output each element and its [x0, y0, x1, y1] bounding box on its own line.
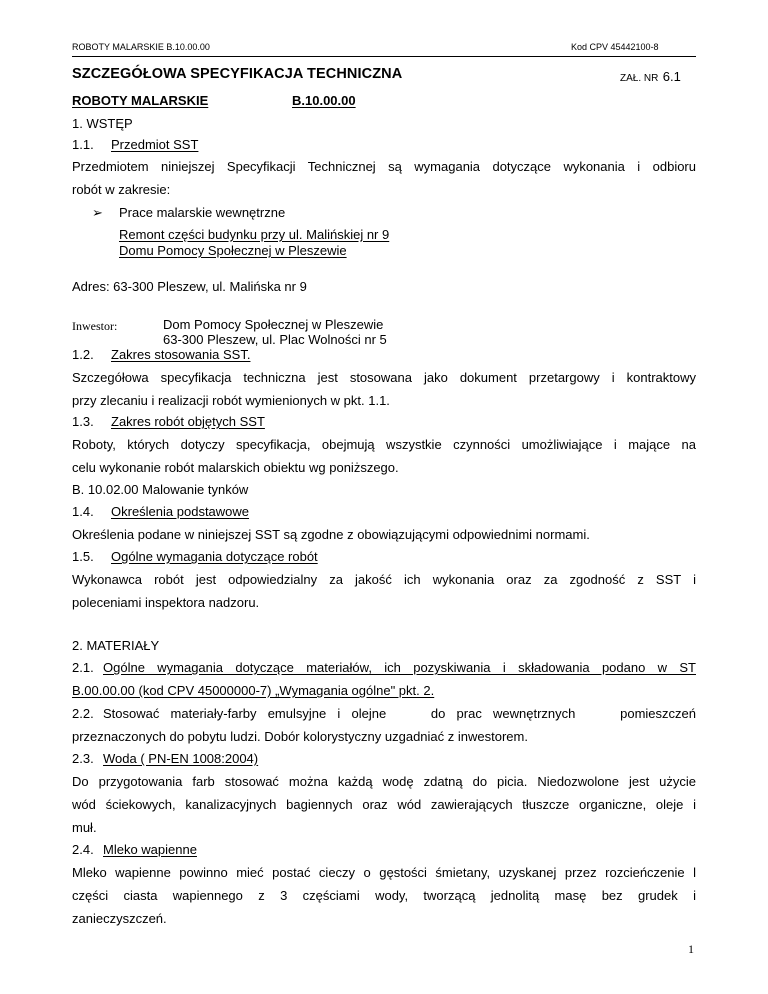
p11-bullet: Prace malarskie wewnętrzne — [119, 205, 286, 220]
p12-line2: przy zlecaniu i realizacji robót wymienionych w pkt. 1.1. — [72, 393, 390, 408]
p11-line2: robót w zakresie: — [72, 182, 171, 197]
p24-num: 2.4. — [72, 842, 94, 857]
subtitle-code: B.10.00.00 — [292, 93, 356, 108]
header-right: Kod CPV 45442100-8 — [571, 42, 659, 52]
subtitle-name — [72, 93, 278, 108]
p23-num: 2.3. — [72, 751, 94, 766]
p24-line2: części ciasta wapiennego z 3 częściami wody, tworzącą jednolitą masę bez grudek i — [72, 888, 696, 903]
p12-line1: Szczegółowa specyfikacja techniczna jest stosowana jako dokument przetargowy i kontraktowy — [72, 370, 696, 385]
page-number: 1 — [688, 942, 694, 956]
p11-line1: Przedmiotem niniejszej Specyfikacji Technicznej są wymagania dotyczące wykonania i odbioru — [72, 159, 696, 174]
p22-num: 2.2. — [72, 706, 94, 721]
attachment-prefix: ZAŁ. NR — [620, 73, 659, 84]
section-2-heading: 2. MATERIAŁY — [72, 638, 160, 653]
p14-title: Określenia podstawowe — [111, 504, 250, 519]
bullet-arrow-icon: ➢ — [92, 205, 103, 220]
attachment-number: 6.1 — [662, 69, 681, 84]
header-left: ROBOTY MALARSKIE B.10.00.00 — [72, 42, 210, 52]
p15-line1: Wykonawca robót jest odpowiedzialny za jakość ich wykonania oraz za zgodność z SST i — [72, 572, 696, 587]
p13-line2: celu wykonanie robót malarskich obiektu wg poniższego. — [72, 460, 399, 475]
place-line1: Remont części budynku przy ul. Malińskiej nr 9 — [119, 227, 390, 242]
p13-line3: B. 10.02.00 Malowanie tynków — [72, 482, 249, 497]
p12-num: 1.2. — [72, 347, 94, 362]
attachment-label — [620, 68, 681, 86]
p23-line3: muł. — [72, 820, 97, 835]
p24-line3: zanieczyszczeń. — [72, 911, 167, 926]
p23-line1: Do przygotowania farb stosować można każdą wodę zdatną do picia. Niedozwolone jest użycie — [72, 774, 696, 789]
p13-num: 1.3. — [72, 414, 94, 429]
p24-title: Mleko wapienne — [103, 842, 197, 857]
p22-line2: przeznaczonych do pobytu ludzi. Dobór kolorystyczny uzgadniać z inwestorem. — [72, 729, 528, 744]
p23-line2: wód ściekowych, kanalizacyjnych bagiennych oraz wód zawierających tłuszcze organiczne, oleje i — [72, 797, 696, 812]
p24-line1: Mleko wapienne powinno mieć postać cieczy o gęstości śmietany, uzyskanej przez rozcieńczenie l — [72, 865, 696, 880]
document-title: SZCZEGÓŁOWA SPECYFIKACJA TECHNICZNA — [72, 66, 403, 82]
investor-label: Inwestor: — [72, 319, 118, 333]
p15-title: Ogólne wymagania dotyczące robót — [111, 549, 318, 564]
p23-title: Woda ( PN-EN 1008:2004) — [103, 751, 259, 766]
section-1-heading: 1. WSTĘP — [72, 116, 133, 131]
header-rule — [72, 56, 696, 57]
address: Adres: 63-300 Pleszew, ul. Malińska nr 9 — [72, 279, 307, 294]
investor-line2: 63-300 Pleszew, ul. Plac Wolności nr 5 — [163, 332, 387, 347]
p21-num: 2.1. — [72, 660, 94, 675]
p22-line1: Stosować materiały-farby emulsyjne i olejne do prac wewnętrznych pomieszczeń — [103, 706, 696, 721]
place-line2: Domu Pomocy Społecznej w Pleszewie — [119, 243, 347, 258]
p21-line1: Ogólne wymagania dotyczące materiałów, ich pozyskiwania i składowania podano w ST — [103, 660, 696, 675]
p12-title: Zakres stosowania SST. — [111, 347, 251, 362]
p13-title: Zakres robót objętych SST — [111, 414, 265, 429]
p21-line2: B.00.00.00 (kod CPV 45000000-7) „Wymagania ogólne" pkt. 2. — [72, 683, 435, 698]
p13-line1: Roboty, których dotyczy specyfikacja, obejmują wszystkie czynności umożliwiające i mające na — [72, 437, 696, 452]
p11-title: Przedmiot SST — [111, 137, 199, 152]
p14-line1: Określenia podane w niniejszej SST są zgodne z obowiązującymi odpowiednimi normami. — [72, 527, 590, 542]
p15-line2: poleceniami inspektora nadzoru. — [72, 595, 260, 610]
p11-num: 1.1. — [72, 137, 94, 152]
investor-line1: Dom Pomocy Społecznej w Pleszewie — [163, 317, 384, 332]
subtitle-name-text: ROBOTY MALARSKIE — [72, 93, 209, 108]
p15-num: 1.5. — [72, 549, 94, 564]
p14-num: 1.4. — [72, 504, 94, 519]
